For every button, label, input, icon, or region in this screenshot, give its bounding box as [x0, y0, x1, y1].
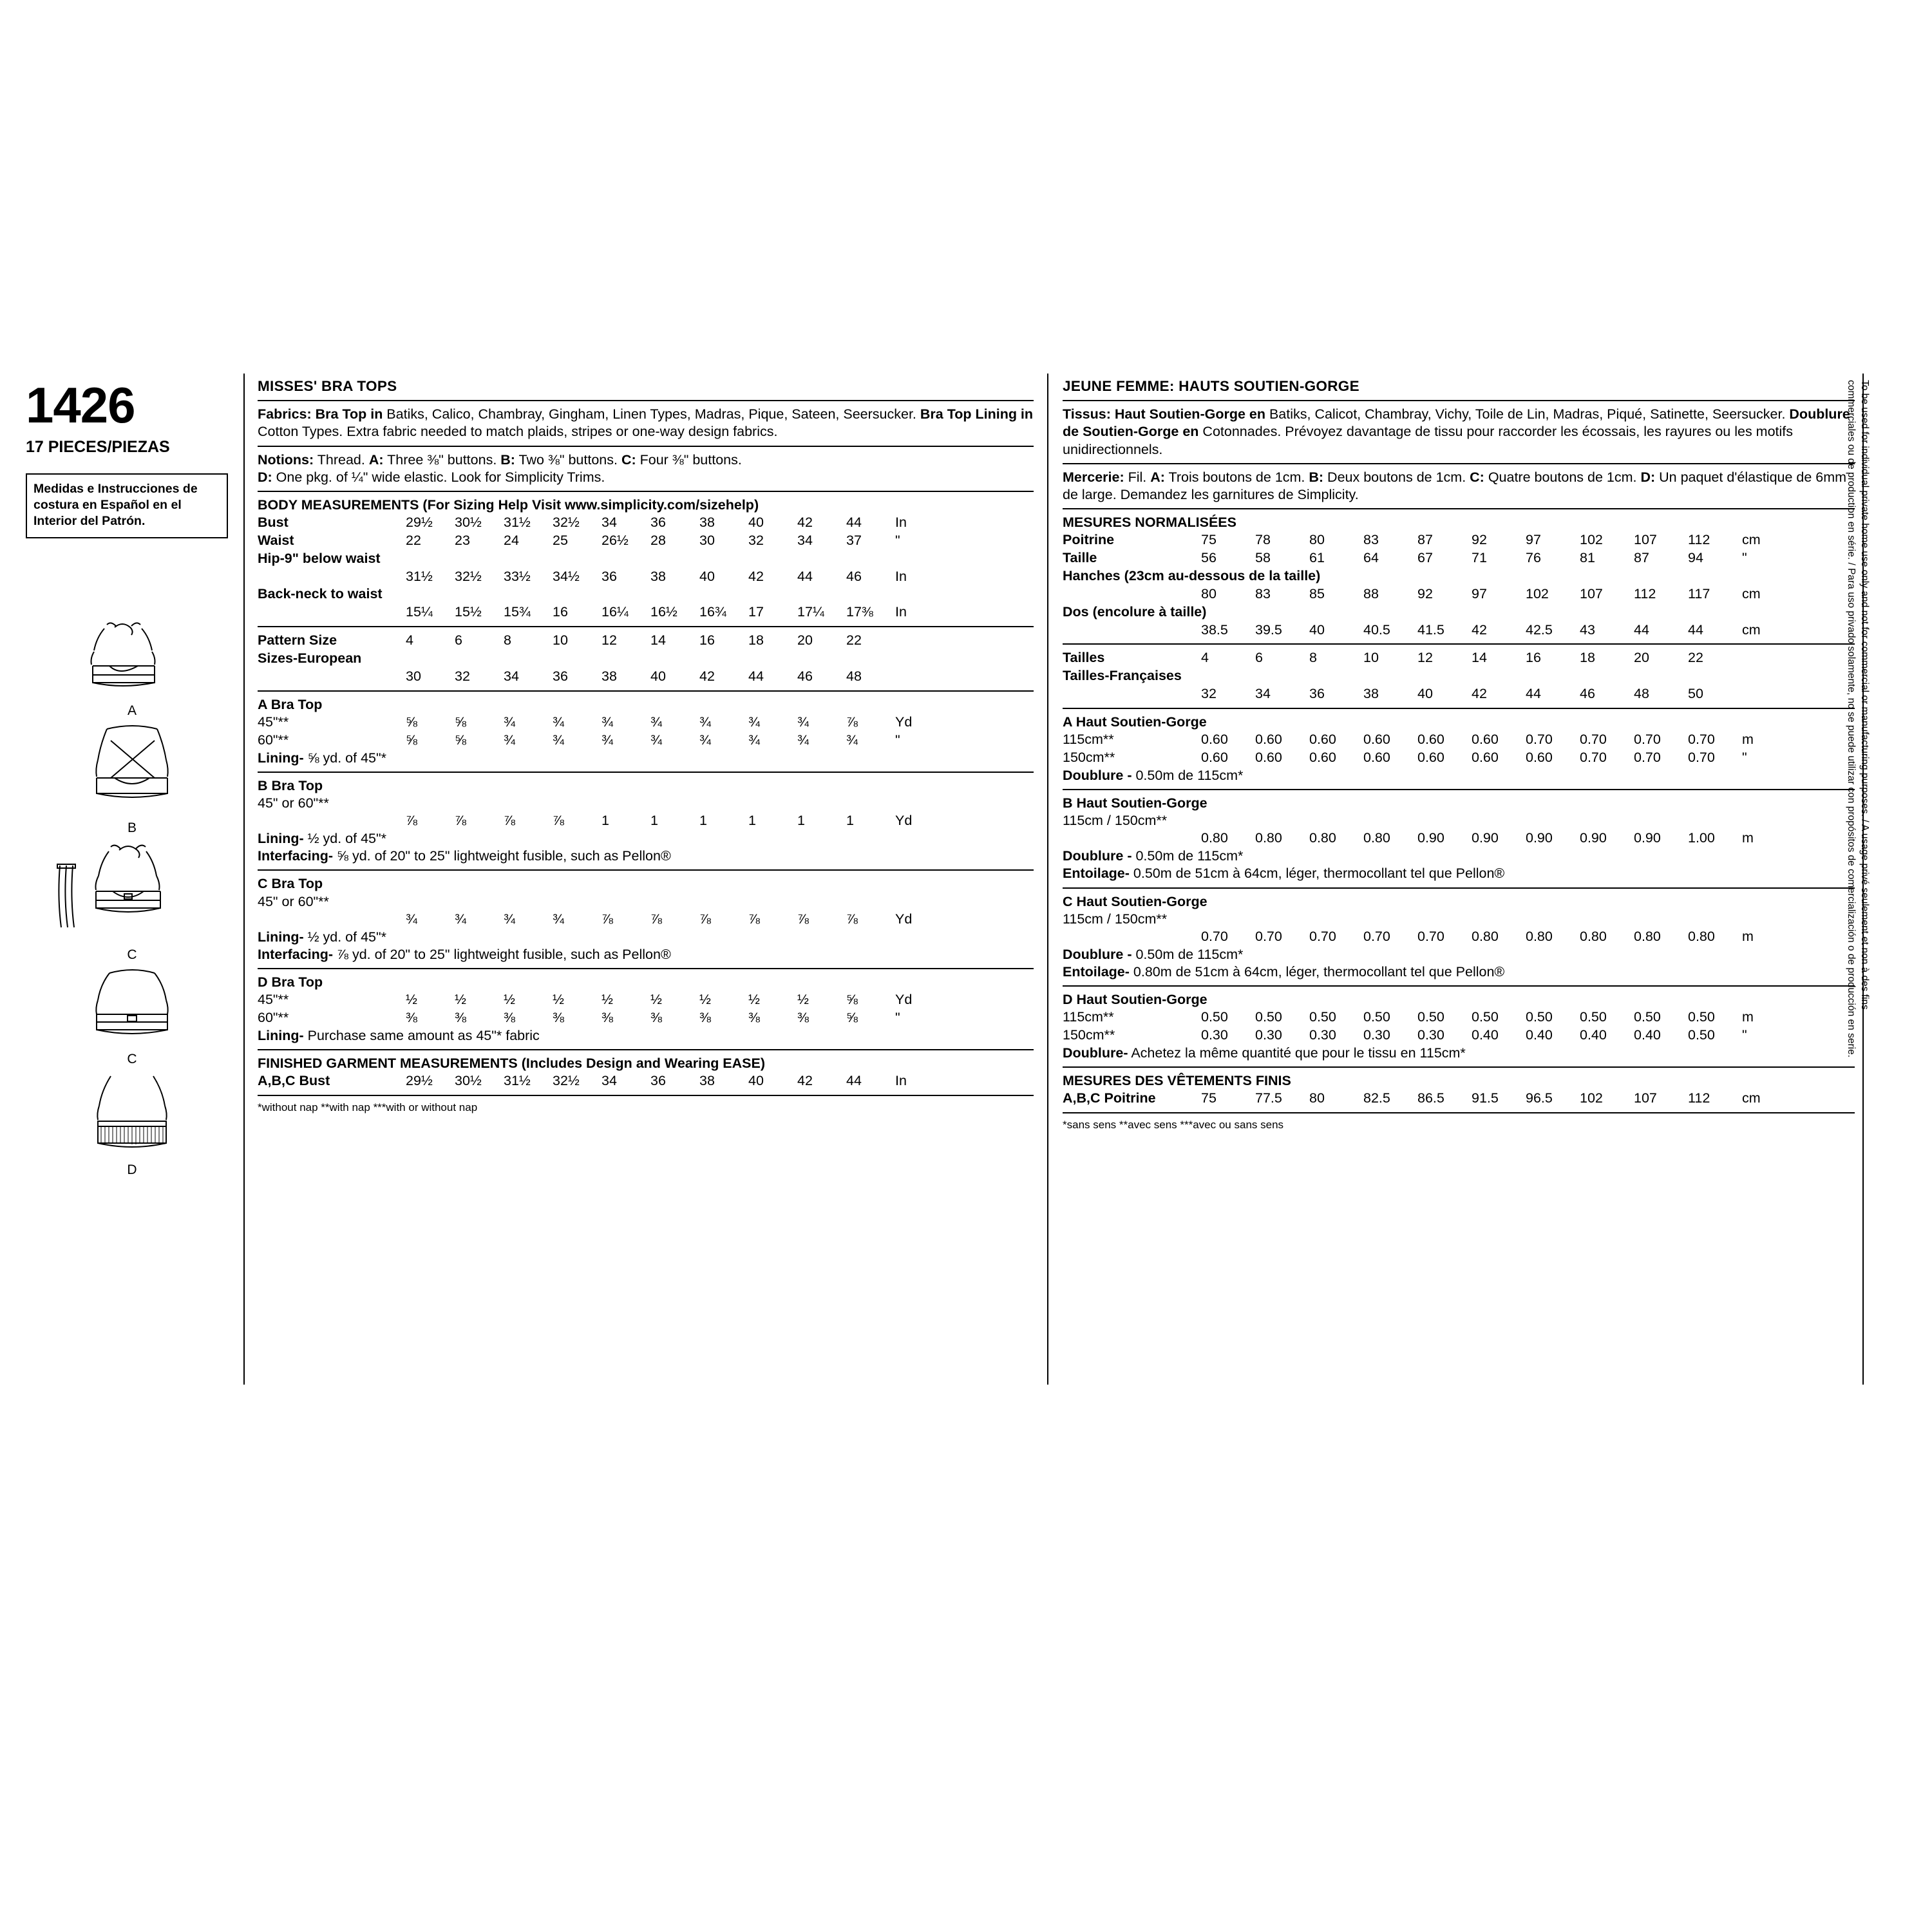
french-footnote: *sans sens **avec sens ***avec ou sans sens [1063, 1118, 1284, 1131]
fabrics-bold-1: Bra Top in [311, 406, 383, 422]
table-row: 60"** ⅝ ⅝ ¾ ¾ ¾ ¾ ¾ ¾ ¾ ¾ " [258, 732, 900, 748]
table-row: Pattern Size 4 6 8 10 12 14 16 18 20 22 [258, 632, 862, 649]
french-lining-b: Doublure - 0.50m de 115cm* [1063, 848, 1244, 864]
table-row: Tailles 4 6 8 10 12 14 16 18 20 22 [1063, 650, 1703, 666]
table-row: Poitrine 75 78 80 83 87 92 97 102 107 112 cm [1063, 531, 1761, 547]
fabrics-text-2: Batiks, Calico, Chambray, Gingham, Linen Types, Madras, Pique, Sateen, Seersucker. [383, 406, 920, 422]
english-body-measurements-head: BODY MEASUREMENTS (For Sizing Help Visit www.simplicity.com/sizehelp) [258, 497, 759, 513]
line-art-view-c [26, 840, 238, 963]
view-label-c: C [127, 947, 137, 962]
french-yardage-c-title: C Haut Soutien-Gorge [1063, 893, 1208, 909]
table-row: Hanches (23cm au-dessous de la taille) [1063, 567, 1321, 583]
fabrics-text-3: Cotton Types. Extra fabric needed to match plaids, stripes or one-way design fabrics. [258, 424, 778, 440]
english-yardage-d-title: D Bra Top [258, 974, 323, 990]
notions-label: Notions: [258, 451, 314, 468]
table-row: A,B,C Bust 29½ 30½ 31½ 32½ 34 36 38 40 42 44 In [258, 1072, 907, 1088]
table-row: 0.80 0.80 0.80 0.80 0.90 0.90 0.90 0.90 0.90 1.00 m [1201, 830, 1754, 846]
pattern-id-block [26, 377, 238, 538]
english-yardage-a-title: A Bra Top [258, 697, 323, 713]
row-label: Bust [258, 514, 289, 530]
french-lining-d: Doublure- Achetez la même quantité que pour le tissu en 115cm* [1063, 1045, 1466, 1061]
english-yardage-c [258, 911, 1034, 929]
table-row: ¾ ¾ ¾ ¾ ⅞ ⅞ ⅞ ⅞ ⅞ ⅞ Yd [406, 911, 913, 927]
table-row: ⅞ ⅞ ⅞ ⅞ 1 1 1 1 1 1 Yd [406, 813, 913, 829]
fabrics-label-fr: Tissus: [1063, 406, 1111, 422]
french-interfacing-c: Entoilage- 0.80m de 51cm à 64cm, léger, thermocollant tel que Pellon® [1063, 963, 1505, 980]
english-yardage-b-sub: 45" or 60"** [258, 795, 329, 811]
table-row: 32 34 36 38 40 42 44 46 48 50 [1201, 686, 1703, 702]
french-yardage-d [1063, 1009, 1855, 1045]
view-label-c-2: C [127, 1052, 137, 1066]
english-interfacing-c: Interfacing- ⅞ yd. of 20" to 25" lightweight fusible, such as Pellon® [258, 946, 671, 962]
french-finished-head: MESURES DES VÊTEMENTS FINIS [1063, 1072, 1291, 1088]
table-row: Bust 29½ 30½ 31½ 32½ 34 36 38 40 42 44 In [258, 514, 1034, 532]
table-row: 38.5 39.5 40 40.5 41.5 42 42.5 43 44 44 cm [1201, 621, 1761, 638]
fabrics-bold-2: Bra Top Lining in [920, 406, 1034, 422]
table-row: 80 83 85 88 92 97 102 107 112 117 cm [1201, 585, 1761, 601]
view-label-b: B [127, 820, 137, 835]
english-yardage-b [258, 812, 1034, 830]
english-column [258, 377, 1034, 1114]
table-row: 150cm** 0.30 0.30 0.30 0.30 0.30 0.40 0.40 0.40 0.40 0.50 " [1063, 1027, 1747, 1043]
table-row: Tailles-Françaises [1063, 668, 1182, 684]
view-label-d: D [127, 1162, 137, 1177]
english-yardage-c-title: C Bra Top [258, 876, 323, 892]
fabrics-bold-2-fr: Doublure de Soutien-Gorge en [1063, 406, 1850, 440]
english-lining-d: Lining- Purchase same amount as 45"* fabric [258, 1027, 540, 1043]
divider-left [243, 374, 245, 1385]
french-yardage-b-sub: 115cm / 150cm** [1063, 813, 1168, 829]
french-lining-a: Doublure - 0.50m de 115cm* [1063, 768, 1244, 784]
fabrics-text-2-fr: Batiks, Calicot, Chambray, Vichy, Toile de Lin, Madras, Piqué, Satinette, Seersucker. [1265, 406, 1790, 422]
french-fabrics [1063, 406, 1855, 458]
table-row: 0.70 0.70 0.70 0.70 0.70 0.80 0.80 0.80 0.80 0.80 m [1201, 928, 1754, 944]
fabrics-text-3-fr: Cotonnades. Prévoyez davantage de tissu pour raccorder les écossais, les rayures ou les motifs unidirectionnels. [1063, 424, 1794, 457]
table-row: 30 32 34 36 38 40 42 44 46 48 [406, 668, 862, 685]
fabrics-bold-1-fr: Haut Soutien-Gorge en [1110, 406, 1265, 422]
english-lining-a: Lining- ⅝ yd. of 45"* [258, 750, 386, 766]
table-row: 115cm** 0.60 0.60 0.60 0.60 0.60 0.60 0.70 0.70 0.70 0.70 m [1063, 732, 1754, 748]
french-yardage-c-sub: 115cm / 150cm** [1063, 911, 1168, 927]
french-interfacing-b: Entoilage- 0.50m de 51cm à 64cm, léger, thermocollant tel que Pellon® [1063, 866, 1505, 882]
notions-d-text: One pkg. of ¼" wide elastic. Look for Simplicity Trims. [272, 469, 605, 485]
french-yardage-d-title: D Haut Soutien-Gorge [1063, 991, 1208, 1007]
french-yardage-c [1063, 928, 1855, 946]
french-yardage-b [1063, 829, 1855, 848]
table-row: 31½ 32½ 33½ 34½ 36 38 40 42 44 46 In [406, 568, 907, 584]
table-row: Waist 22 23 24 25 26½ 28 30 32 34 37 " [258, 532, 900, 548]
english-finished-table [258, 1072, 1034, 1090]
english-yardage-b-title: B Bra Top [258, 778, 323, 794]
french-title: JEUNE FEMME: HAUTS SOUTIEN-GORGE [1063, 378, 1359, 394]
french-notions: Mercerie: Fil. A: Trois boutons de 1cm. B: Deux boutons de 1cm. C: Quatre boutons de 1cm. D: Un paquet d'élastique de 6mm de large. Demandez les garnitures de Simplicity. [1063, 469, 1847, 502]
spanish-note: Medidas e Instrucciones de costura en Español en el Interior del Patrón. [33, 482, 198, 528]
english-measurements-table [258, 514, 1034, 622]
line-art-view-c-back [26, 967, 238, 1067]
english-interfacing-b: Interfacing- ⅝ yd. of 20" to 25" lightweight fusible, such as Pellon® [258, 848, 671, 864]
sheet [0, 361, 1932, 1604]
notions-a-text: Three ⅜" buttons. [383, 451, 501, 468]
table-row: Back-neck to waist [258, 586, 383, 602]
table-row: 60"** ⅜ ⅜ ⅜ ⅜ ⅜ ⅜ ⅜ ⅜ ⅜ ⅝ " [258, 1009, 900, 1025]
notions-label-fr: Mercerie: [1063, 469, 1124, 485]
english-yardage-d [258, 991, 1034, 1027]
table-row: 45"** ½ ½ ½ ½ ½ ½ ½ ½ ½ ⅝ Yd [258, 991, 913, 1007]
view-label-a: A [127, 703, 137, 718]
legal-line-2: commerciales ou de production en série. / Para uso privado solamente, no se puede utilizar con propósitos de comercialización o de producción en serie. [1846, 380, 1857, 1058]
notions-text: Thread. [314, 451, 369, 468]
pattern-number: 1426 [26, 377, 135, 433]
table-row: A,B,C Poitrine 75 77.5 80 82.5 86.5 91.5 96.5 102 107 112 cm [1063, 1090, 1761, 1106]
french-yardage-a [1063, 731, 1855, 767]
table-row: 115cm** 0.50 0.50 0.50 0.50 0.50 0.50 0.50 0.50 0.50 0.50 m [1063, 1009, 1754, 1025]
notions-c-label: C: [621, 451, 636, 468]
table-row: Taille 56 58 61 64 67 71 76 81 87 94 " [1063, 549, 1747, 565]
line-art-view-a [26, 618, 238, 719]
table-row: 15¼ 15½ 15¾ 16 16¼ 16½ 16¾ 17 17¼ 17⅜ In [406, 604, 907, 620]
notions-a-label: A: [368, 451, 384, 468]
english-lining-b: Lining- ½ yd. of 45"* [258, 831, 386, 847]
line-art-view-d [26, 1071, 238, 1178]
divider-right [1047, 374, 1048, 1385]
fabrics-label: Fabrics: [258, 406, 312, 422]
french-yardage-a-title: A Haut Soutien-Gorge [1063, 714, 1207, 730]
french-measurements-table [1063, 531, 1855, 639]
english-title: MISSES' BRA TOPS [258, 378, 397, 394]
legal-text [1832, 380, 1871, 1578]
english-footnote: *without nap **with nap ***with or without nap [258, 1101, 478, 1113]
line-art-column [26, 618, 238, 1182]
english-yardage-c-sub: 45" or 60"** [258, 893, 329, 909]
notions-b-label: B: [500, 451, 515, 468]
table-row: 150cm** 0.60 0.60 0.60 0.60 0.60 0.60 0.60 0.70 0.70 0.70 " [1063, 750, 1747, 766]
french-finished-table [1063, 1090, 1855, 1108]
spanish-note-box [26, 473, 228, 538]
line-art-view-b [26, 723, 238, 836]
table-row: 45"** ⅝ ⅝ ¾ ¾ ¾ ¾ ¾ ¾ ¾ ⅞ Yd [258, 714, 913, 730]
english-fabrics [258, 406, 1034, 440]
french-size-table [1063, 649, 1855, 703]
english-finished-head: FINISHED GARMENT MEASUREMENTS (Includes Design and Wearing EASE) [258, 1055, 766, 1071]
english-yardage-a [258, 714, 1034, 750]
table-row: Hip-9" below waist [258, 550, 381, 566]
legal-line-1: To be used for individual private home use only and not for commercial or manufacturing purposes. / A usage privé seulement et non à des fins [1859, 380, 1870, 1010]
table-row: Dos (encolure à taille) [1063, 603, 1207, 620]
french-lining-c: Doublure - 0.50m de 115cm* [1063, 946, 1244, 962]
french-column [1063, 377, 1855, 1132]
english-lining-c: Lining- ½ yd. of 45"* [258, 929, 386, 945]
english-size-table [258, 632, 1034, 686]
table-row: Sizes-European [258, 650, 362, 667]
notions-b-text: Two ⅜" buttons. [515, 451, 621, 468]
notions-c-text: Four ⅜" buttons. [636, 451, 742, 468]
notions-d-label: D: [258, 469, 272, 485]
french-body-measurements-head: MESURES NORMALISÉES [1063, 514, 1236, 530]
piece-count: 17 PIECES/PIEZAS [26, 438, 170, 456]
french-yardage-b-title: B Haut Soutien-Gorge [1063, 795, 1208, 811]
english-notions [258, 451, 1034, 486]
